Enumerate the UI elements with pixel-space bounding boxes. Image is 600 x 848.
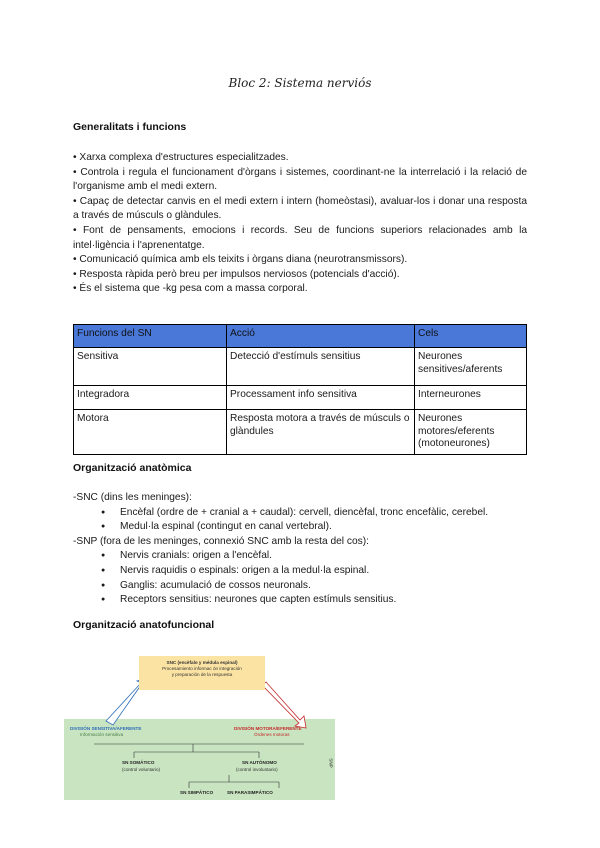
table-cell: Integradora [74, 386, 227, 410]
table-cell: Neurones sensitives/aferents [415, 348, 527, 386]
list-item: • Capaç de detectar canvis en el medi extern i intern (homeòstasi), avaluar-los i donar una resposta a través de músculs o glàndules. [73, 195, 527, 222]
list-item: ● Ganglis: acumulació de cossos neuronals. [109, 579, 533, 594]
table-row [74, 348, 527, 386]
list-item: • Comunicació química amb els teixits i òrgans diana (neurotransmissors). [73, 254, 408, 266]
anatofunctional-diagram [64, 652, 335, 802]
list-item: ● Medul·la espinal (contingut en canal vertebral). [109, 520, 533, 535]
snp-list [73, 549, 533, 607]
table-cell: Detecció d'estímuls sensitius [227, 348, 415, 386]
table-row [74, 386, 527, 410]
snc-label: -SNC (dins les meninges): [73, 492, 192, 503]
autonomic-label: SN AUTÓNOMO [242, 760, 277, 765]
section-heading-anatomica: Organització anatòmica [73, 462, 192, 474]
afferent-title: DIVISIÓN SENSITIVA/AFERENTE [70, 726, 142, 731]
table-cell: Neurones motores/eferents (motoneurones) [415, 410, 527, 455]
generalitats-list [73, 151, 527, 297]
table-cell: Motora [74, 410, 227, 455]
sympathetic-label: SN SIMPÁTICO [180, 790, 214, 795]
table-cell: Resposta motora a través de músculs o glàndules [227, 410, 415, 455]
somatic-label: SN SOMÁTICO [122, 760, 155, 765]
list-item: • És el sistema que -kg pesa com a massa corporal. [73, 283, 308, 295]
snc-list [73, 506, 533, 535]
cns-line: Procesamiento informac ón integración [162, 666, 242, 671]
snp-label: -SNP (fora de les meninges, connexió SNC amb la resta del cos): [73, 535, 369, 547]
table-cell: Sensitiva [74, 348, 227, 386]
list-item: ● Nervis cranials: origen a l'encèfal. [109, 549, 533, 564]
list-item: ● Receptors sensitius: neurones que capten estímuls sensitius. [109, 593, 533, 608]
page-title: Bloc 2: Sistema nerviós [228, 76, 372, 90]
table-cell: Processament info sensitiva [227, 386, 415, 410]
cns-line: y preparación de la respuesta [171, 672, 233, 677]
table-header-row [74, 325, 527, 348]
list-item: • Resposta ràpida però breu per impulsos nerviosos (potencials d'acció). [73, 268, 400, 280]
cns-box [139, 656, 265, 690]
table-header-cell: Cels [415, 325, 527, 348]
table-row [74, 410, 527, 455]
cns-title: SNC (encèfalo y médula espinal) [166, 660, 238, 665]
list-item: ● Nervis raquidis o espinals: origen a la medul·la espinal. [109, 564, 533, 579]
afferent-subtitle: Información sensitiva [80, 732, 124, 737]
efferent-title: DIVISIÓN MOTORA/EFERENTE [234, 726, 302, 731]
autonomic-sub: (control involuntario) [236, 767, 278, 772]
efferent-subtitle: Órdenes motoras [254, 732, 290, 737]
list-item: • Controla i regula el funcionament d'òrgans i sistemes, coordinant-ne la interrelació i la relació de l'organisme amb el medi extern. [73, 166, 527, 193]
list-item: ● Encèfal (ordre de + cranial a + caudal): cervell, diencèfal, tronc encefàlic, cerebel. [109, 506, 533, 521]
efferent-arrow [262, 682, 306, 728]
functions-table [73, 324, 527, 455]
somatic-sub: (control voluntario) [122, 767, 161, 772]
table-header-cell: Funcions del SN [74, 325, 227, 348]
table-header-cell: Acció [227, 325, 415, 348]
section-heading-generalitats: Generalitats i funcions [73, 121, 187, 133]
parasympathetic-label: SN PARASIMPÁTICO [227, 790, 273, 795]
section-heading-anatofuncional: Organització anatofuncional [73, 619, 215, 631]
anatomica-content [73, 491, 533, 608]
snp-side-label: SNP [328, 758, 334, 768]
table-cell: Interneurones [415, 386, 527, 410]
list-item: • Font de pensaments, emocions i records. Seu de funcions superiors relacionades amb la intel·ligència i l'aprenentatge. [73, 224, 527, 251]
list-item: • Xarxa complexa d'estructures especialitzades. [73, 152, 289, 163]
